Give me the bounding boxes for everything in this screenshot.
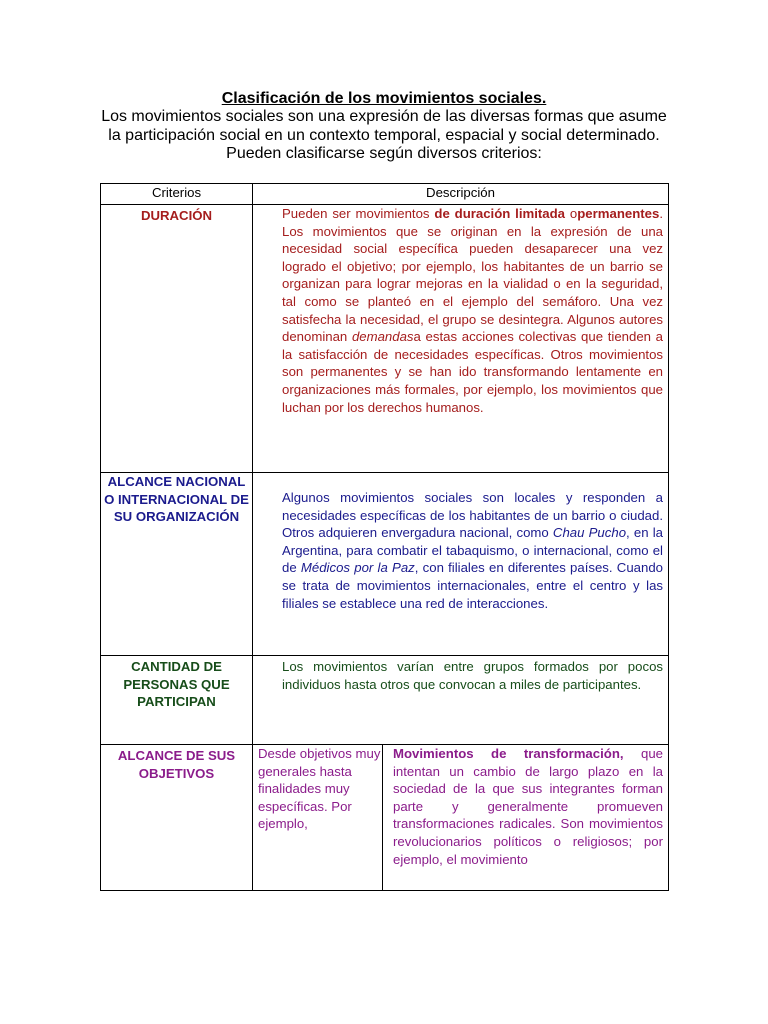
classification-table bbox=[100, 183, 669, 891]
criterion-alcance-objetivos: ALCANCE DE SUS OBJETIVOS bbox=[101, 745, 253, 891]
desc-text: o bbox=[565, 206, 578, 221]
desc-emphasis: Movimientos de transformación, bbox=[393, 746, 624, 761]
table-row bbox=[101, 745, 669, 891]
desc-italic: demandas bbox=[351, 329, 414, 345]
objetivos-left-cell: Desde objetivos muy generales hasta finalidades muy específicas. Por ejemplo, bbox=[253, 745, 383, 890]
desc-text: . Los movimientos que se originan en la expresión de una necesidad social específica pueden desaparecer una vez logrado el objetivo; por ejemplo, los habitantes de un barrio se organizan para lograr mejoras en la vialidad o en la seguridad, tal como se planteó en el ejemplo del semáforo. Una vez satisfecha la necesidad, el grupo se desintegra. Algunos autores denominan bbox=[282, 206, 663, 345]
desc-italic: Médicos por la Paz bbox=[300, 560, 415, 576]
description-alcance-nacional bbox=[253, 473, 669, 656]
intro-paragraph: Los movimientos sociales son una expresión de las diversas formas que asume la participación social en un contexto temporal, espacial y social determinado. Pueden clasificarse según diversos criterios: bbox=[101, 108, 667, 162]
criterion-duracion: DURACIÓN bbox=[101, 205, 253, 473]
table-row bbox=[101, 656, 669, 745]
table-row bbox=[101, 473, 669, 656]
header-descripcion: Descripción bbox=[253, 184, 669, 205]
desc-text: Algunos movimientos sociales son locales y responden a necesidades específicas de los habitantes de un barrio o ciudad. Otros adquieren envergadura nacional, como bbox=[282, 490, 663, 541]
desc-text: Pueden ser movimientos bbox=[282, 206, 435, 221]
description-alcance-objetivos bbox=[253, 745, 669, 891]
nested-table bbox=[253, 745, 668, 890]
description-duracion bbox=[253, 205, 669, 473]
document-title: Clasificación de los movimientos sociales. bbox=[221, 90, 547, 107]
criterion-cantidad: CANTIDAD DE PERSONAS QUE PARTICIPAN bbox=[101, 656, 253, 745]
desc-text: , con filiales en diferentes países. Cuando se trata de movimientos internacionales, entre el centro y las filiales se establece una red de interacciones. bbox=[282, 560, 663, 611]
table-header-row bbox=[101, 184, 669, 205]
criterion-alcance-nacional: ALCANCE NACIONAL O INTERNACIONAL DE SU ORGANIZACIÓN bbox=[101, 473, 253, 656]
desc-emphasis: de duración limitada bbox=[434, 206, 566, 221]
desc-text: que intentan un cambio de largo plazo en la sociedad de la que sus integrantes forman parte y generalmente promueven transformaciones radicales. Son movimientos revolucionarios políticos o religiosos; por ejemplo, el movimiento bbox=[393, 746, 663, 867]
desc-text: a estas acciones colectivas que tienden a la satisfacción de necesidades específicas. Otros movimientos son permanentes y se han ido transformando lentamente en organizaciones más formales, por ejemplo, los movimientos que luchan por los derechos humanos. bbox=[282, 329, 664, 415]
desc-text: , en la Argentina, para combatir el tabaquismo, o internacional, como el de bbox=[282, 525, 663, 576]
description-cantidad: Los movimientos varían entre grupos formados por pocos individuos hasta otros que convocan a miles de participantes. bbox=[253, 656, 669, 745]
objetivos-right-cell bbox=[383, 745, 669, 890]
header-criterios: Criterios bbox=[101, 184, 253, 205]
desc-italic: Chau Pucho bbox=[552, 525, 627, 541]
desc-emphasis: permanentes bbox=[577, 206, 660, 221]
table-row bbox=[101, 205, 669, 473]
